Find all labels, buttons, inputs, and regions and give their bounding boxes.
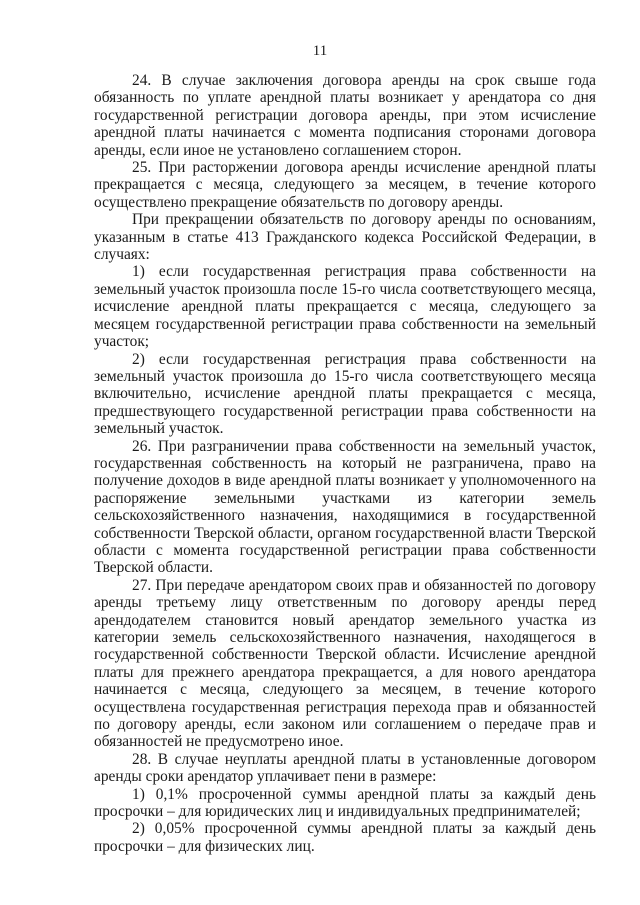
paragraph-case-1: 1) если государственная регистрация права собственности на земельный участок произошла после 15-го числа соответствующего месяца, исчисление арендной платы прекращается с месяца, следующего за месяцем государственной регистрации права собственности на земельный участок; <box>94 263 596 351</box>
paragraph-26: 26. При разграничении права собственности на земельный участок, государственная собственность на который не разграничена, право на получение доходов в виде арендной платы возникает у уполномоченного на распоряжение земельными участками из категории земель сельскохозяйственного назначения, находящимися в государственной собственности Тверской области, органом государственной власти Тверской области с момента государственной регистрации права собственности Тверской области. <box>94 437 596 577</box>
document-body <box>94 72 596 855</box>
paragraph-25: 25. При расторжении договора аренды исчисление арендной платы прекращается с месяца, следующего за месяцем, в течение которого осуществлено прекращение обязательств по договору аренды. <box>94 159 596 211</box>
paragraph-27: 27. При передаче арендатором своих прав и обязанностей по договору аренды третьему лицу ответственным по договору аренды перед арендодателем становится новый арендатор земельного участка из категории земель сельскохозяйственного назначения, находящегося в государственной собственности Тверской области. Исчисление арендной платы для прежнего арендатора прекращается, а для нового арендатора начинается с месяца, следующего за месяцем, в течение которого осуществлена государственная регистрация перехода прав и обязанностей по договору аренды, если законом или соглашением о передаче прав и обязанностей не предусмотрено иное. <box>94 576 596 751</box>
paragraph-case-2: 2) если государственная регистрация права собственности на земельный участок произошла до 15-го числа соответствующего месяца включительно, исчисление арендной платы прекращается с месяца, предшествующего государственной регистрации права собственности на земельный участок. <box>94 350 596 438</box>
page-number: 11 <box>312 43 328 59</box>
paragraph-28: 28. В случае неуплаты арендной платы в установленные договором аренды сроки арендатор уплачивает пени в размере: <box>94 750 596 786</box>
paragraph-penalty-2: 2) 0,05% просроченной суммы арендной платы за каждый день просрочки – для физических лиц. <box>94 820 596 855</box>
paragraph-penalty-1: 1) 0,1% просроченной суммы арендной платы за каждый день просрочки – для юридических лиц и индивидуальных предпринимателей; <box>94 785 596 821</box>
paragraph-termination-intro: При прекращении обязательств по договору аренды по основаниям, указанным в статье 413 Гражданского кодекса Российской Федерации, в случаях: <box>94 211 596 264</box>
paragraph-24: 24. В случае заключения договора аренды на срок свыше года обязанность по уплате арендной платы возникает у арендатора со дня государственной регистрации договора аренды, при этом исчисление арендной платы начинается с момента подписания сторонами договора аренды, если иное не установлено соглашением сторон. <box>94 72 596 159</box>
